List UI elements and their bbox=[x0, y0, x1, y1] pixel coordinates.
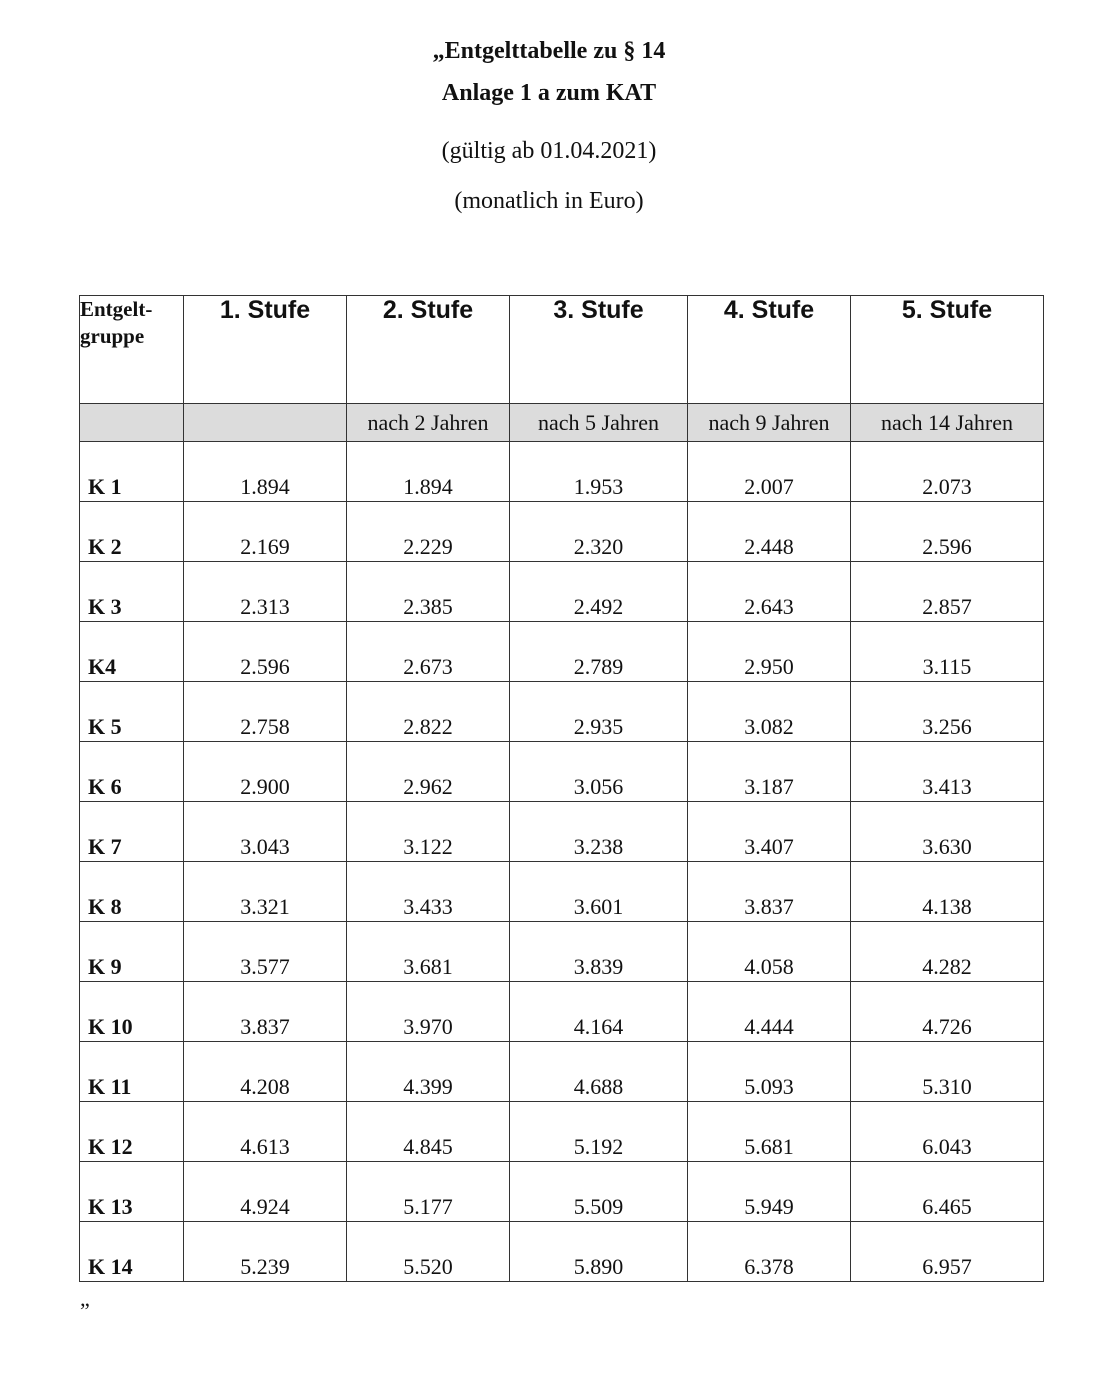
salary-cell-step-5: 4.726 bbox=[851, 982, 1044, 1042]
salary-cell-step-2: 4.845 bbox=[347, 1102, 510, 1162]
salary-cell-step-1: 4.924 bbox=[184, 1162, 347, 1222]
salary-cell-step-4: 3.187 bbox=[688, 742, 851, 802]
pay-group-label: K 8 bbox=[80, 862, 184, 922]
pay-scale-table bbox=[79, 295, 1044, 1282]
salary-cell-step-4: 2.448 bbox=[688, 502, 851, 562]
table-row bbox=[80, 802, 1044, 862]
step-5-header: 5. Stufe bbox=[851, 296, 1044, 404]
salary-cell-step-3: 4.688 bbox=[510, 1042, 688, 1102]
salary-cell-step-1: 3.837 bbox=[184, 982, 347, 1042]
salary-cell-step-2: 4.399 bbox=[347, 1042, 510, 1102]
table-row bbox=[80, 1042, 1044, 1102]
salary-cell-step-5: 2.596 bbox=[851, 502, 1044, 562]
salary-cell-step-1: 2.169 bbox=[184, 502, 347, 562]
salary-cell-step-2: 1.894 bbox=[347, 442, 510, 502]
pay-group-label: K 7 bbox=[80, 802, 184, 862]
salary-cell-step-1: 3.321 bbox=[184, 862, 347, 922]
salary-cell-step-1: 4.208 bbox=[184, 1042, 347, 1102]
salary-cell-step-2: 3.681 bbox=[347, 922, 510, 982]
step-2-header: 2. Stufe bbox=[347, 296, 510, 404]
table-row bbox=[80, 742, 1044, 802]
salary-cell-step-5: 4.138 bbox=[851, 862, 1044, 922]
closing-quote-mark: ” bbox=[80, 1298, 90, 1323]
salary-cell-step-2: 5.520 bbox=[347, 1222, 510, 1282]
pay-group-label: K 1 bbox=[80, 442, 184, 502]
salary-cell-step-4: 3.837 bbox=[688, 862, 851, 922]
salary-cell-step-2: 3.433 bbox=[347, 862, 510, 922]
salary-cell-step-2: 3.122 bbox=[347, 802, 510, 862]
table-row bbox=[80, 1102, 1044, 1162]
salary-cell-step-3: 3.056 bbox=[510, 742, 688, 802]
salary-cell-step-3: 4.164 bbox=[510, 982, 688, 1042]
salary-cell-step-2: 2.962 bbox=[347, 742, 510, 802]
document-title: „Entgelttabelle zu § 14 bbox=[432, 38, 666, 64]
pay-group-column-header bbox=[80, 296, 184, 404]
salary-cell-step-1: 3.043 bbox=[184, 802, 347, 862]
salary-cell-step-4: 2.950 bbox=[688, 622, 851, 682]
document-subtitle: Anlage 1 a zum KAT bbox=[441, 80, 657, 106]
salary-cell-step-1: 2.596 bbox=[184, 622, 347, 682]
pay-group-label: K 11 bbox=[80, 1042, 184, 1102]
salary-cell-step-5: 3.630 bbox=[851, 802, 1044, 862]
table-row bbox=[80, 1222, 1044, 1282]
salary-cell-step-3: 3.601 bbox=[510, 862, 688, 922]
salary-cell-step-1: 2.758 bbox=[184, 682, 347, 742]
salary-cell-step-4: 5.949 bbox=[688, 1162, 851, 1222]
salary-cell-step-3: 5.890 bbox=[510, 1222, 688, 1282]
salary-cell-step-5: 6.465 bbox=[851, 1162, 1044, 1222]
salary-cell-step-4: 5.681 bbox=[688, 1102, 851, 1162]
salary-cell-step-2: 2.822 bbox=[347, 682, 510, 742]
table-header-row bbox=[80, 296, 1044, 404]
salary-cell-step-5: 6.043 bbox=[851, 1102, 1044, 1162]
pay-group-label: K4 bbox=[80, 622, 184, 682]
pay-group-label: K 9 bbox=[80, 922, 184, 982]
table-row bbox=[80, 562, 1044, 622]
table-row bbox=[80, 1162, 1044, 1222]
pay-group-label: K 14 bbox=[80, 1222, 184, 1282]
step-2-duration: nach 2 Jahren bbox=[347, 404, 510, 442]
salary-cell-step-3: 3.238 bbox=[510, 802, 688, 862]
pay-group-label: K 10 bbox=[80, 982, 184, 1042]
salary-cell-step-2: 2.229 bbox=[347, 502, 510, 562]
step-1-duration bbox=[184, 404, 347, 442]
pay-group-label: K 3 bbox=[80, 562, 184, 622]
pay-group-label: K 13 bbox=[80, 1162, 184, 1222]
salary-cell-step-2: 2.673 bbox=[347, 622, 510, 682]
pay-group-label: K 6 bbox=[80, 742, 184, 802]
salary-cell-step-5: 2.857 bbox=[851, 562, 1044, 622]
pay-group-label: K 12 bbox=[80, 1102, 184, 1162]
salary-cell-step-1: 5.239 bbox=[184, 1222, 347, 1282]
step-duration-empty-cell bbox=[80, 404, 184, 442]
salary-cell-step-5: 3.413 bbox=[851, 742, 1044, 802]
salary-cell-step-3: 5.192 bbox=[510, 1102, 688, 1162]
salary-cell-step-2: 5.177 bbox=[347, 1162, 510, 1222]
salary-cell-step-3: 3.839 bbox=[510, 922, 688, 982]
salary-cell-step-4: 2.007 bbox=[688, 442, 851, 502]
salary-cell-step-3: 2.320 bbox=[510, 502, 688, 562]
salary-cell-step-4: 4.444 bbox=[688, 982, 851, 1042]
salary-cell-step-4: 2.643 bbox=[688, 562, 851, 622]
salary-cell-step-1: 1.894 bbox=[184, 442, 347, 502]
validity-date: (gültig ab 01.04.2021) bbox=[441, 138, 657, 164]
pay-group-label: K 2 bbox=[80, 502, 184, 562]
table-row bbox=[80, 442, 1044, 502]
currency-unit-note: (monatlich in Euro) bbox=[454, 188, 644, 214]
salary-cell-step-5: 4.282 bbox=[851, 922, 1044, 982]
table-row bbox=[80, 502, 1044, 562]
salary-cell-step-1: 4.613 bbox=[184, 1102, 347, 1162]
table-row bbox=[80, 922, 1044, 982]
step-3-header: 3. Stufe bbox=[510, 296, 688, 404]
step-duration-row bbox=[80, 404, 1044, 442]
salary-cell-step-2: 3.970 bbox=[347, 982, 510, 1042]
salary-cell-step-5: 2.073 bbox=[851, 442, 1044, 502]
salary-cell-step-4: 3.407 bbox=[688, 802, 851, 862]
pay-group-header-label: Entgelt- gruppe bbox=[80, 297, 153, 348]
salary-cell-step-4: 3.082 bbox=[688, 682, 851, 742]
salary-cell-step-3: 2.789 bbox=[510, 622, 688, 682]
table-row bbox=[80, 982, 1044, 1042]
salary-cell-step-2: 2.385 bbox=[347, 562, 510, 622]
salary-cell-step-4: 6.378 bbox=[688, 1222, 851, 1282]
table-row bbox=[80, 862, 1044, 922]
salary-cell-step-3: 1.953 bbox=[510, 442, 688, 502]
salary-cell-step-1: 2.900 bbox=[184, 742, 347, 802]
step-4-header: 4. Stufe bbox=[688, 296, 851, 404]
salary-cell-step-5: 5.310 bbox=[851, 1042, 1044, 1102]
salary-cell-step-3: 2.935 bbox=[510, 682, 688, 742]
salary-cell-step-4: 4.058 bbox=[688, 922, 851, 982]
step-1-header: 1. Stufe bbox=[184, 296, 347, 404]
step-3-duration: nach 5 Jahren bbox=[510, 404, 688, 442]
table-row bbox=[80, 682, 1044, 742]
salary-cell-step-1: 2.313 bbox=[184, 562, 347, 622]
step-5-duration: nach 14 Jahren bbox=[851, 404, 1044, 442]
salary-cell-step-4: 5.093 bbox=[688, 1042, 851, 1102]
pay-scale-table-body bbox=[80, 442, 1044, 1282]
table-row bbox=[80, 622, 1044, 682]
salary-cell-step-5: 6.957 bbox=[851, 1222, 1044, 1282]
salary-cell-step-5: 3.256 bbox=[851, 682, 1044, 742]
pay-group-label: K 5 bbox=[80, 682, 184, 742]
salary-cell-step-1: 3.577 bbox=[184, 922, 347, 982]
step-4-duration: nach 9 Jahren bbox=[688, 404, 851, 442]
salary-cell-step-3: 5.509 bbox=[510, 1162, 688, 1222]
salary-cell-step-3: 2.492 bbox=[510, 562, 688, 622]
salary-cell-step-5: 3.115 bbox=[851, 622, 1044, 682]
